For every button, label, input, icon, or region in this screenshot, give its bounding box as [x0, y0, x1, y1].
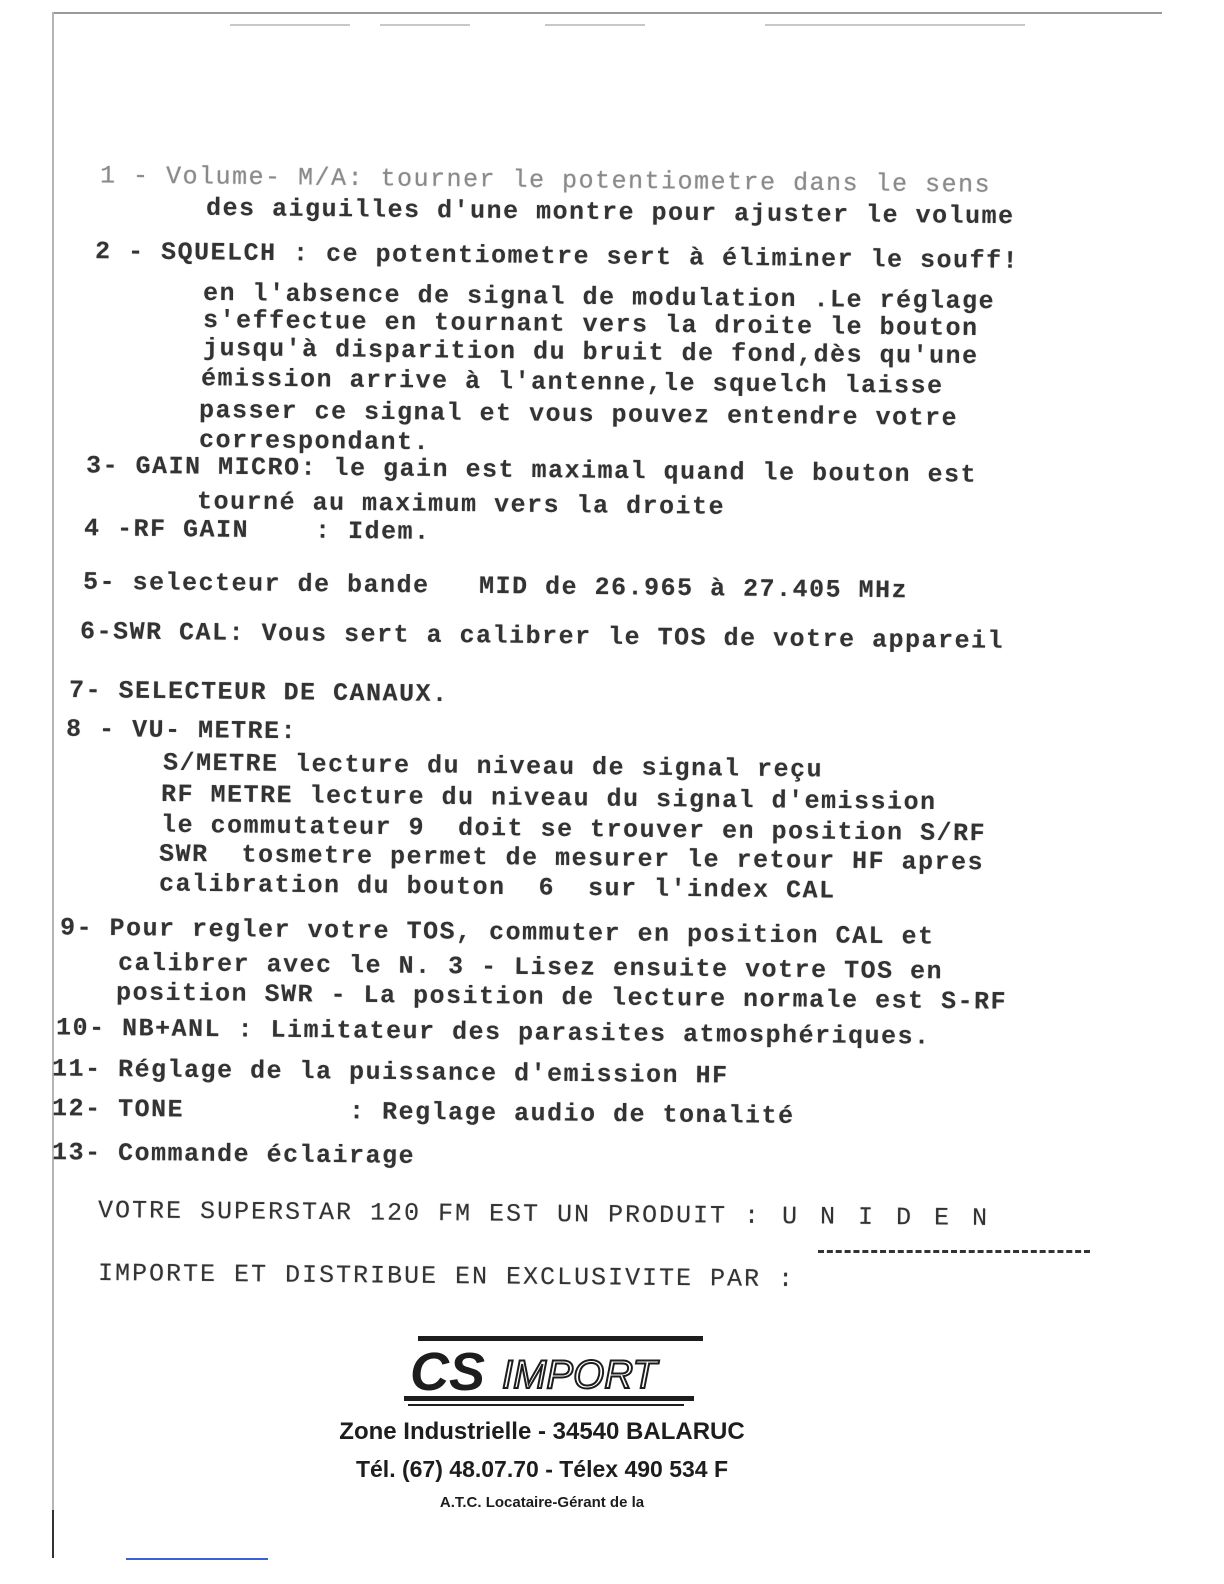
list-item: 8 - VU- METRE: [65, 714, 298, 747]
brand-name: : U N I D E N [743, 1201, 992, 1233]
list-item: calibrer avec le N. 3 - Lisez ensuite votre TOS en [117, 948, 944, 987]
list-item: 12- TONE : Reglage audio de tonalité [51, 1094, 795, 1131]
distributor-statement: IMPORTE ET DISTRIBUE EN EXCLUSIVITE PAR : [97, 1258, 796, 1295]
company-note: A.T.C. Locataire-Gérant de la [439, 1494, 645, 1511]
page-edge-top [52, 12, 1162, 14]
list-item: correspondant. [198, 425, 431, 458]
list-item: tourné au maximum vers la droite [196, 487, 726, 522]
list-item: 9- Pour regler votre TOS, commuter en position CAL et [59, 913, 935, 952]
product-statement [98, 1196, 991, 1233]
list-item: 6-SWR CAL: Vous sert a calibrer le TOS de votre appareil [79, 617, 1005, 656]
company-phone: Tél. (67) 48.07.70 - Télex 490 534 F [355, 1456, 729, 1482]
logo-cs: CS [410, 1342, 486, 1402]
list-item: s'effectue en tournant vers la droite le bouton [202, 305, 979, 344]
list-item: 4 -RF GAIN : Idem. [83, 514, 431, 547]
list-item: le commutateur 9 doit se trouver en position S/RF [160, 810, 987, 849]
logo-import: IMPORT [502, 1353, 657, 1397]
list-item: émission arrive à l'antenne,le squelch laisse [200, 364, 944, 401]
scan-smudge [545, 24, 645, 26]
list-item: jusqu'à disparition du bruit de fond,dès qu'une [202, 333, 979, 372]
list-item: S/METRE lecture du niveau de signal reçu [162, 748, 824, 785]
product-prefix: VOTRE SUPERSTAR 120 FM EST UN PRODUIT [97, 1196, 745, 1231]
margin-mark [52, 1510, 54, 1558]
list-item: 11- Réglage de la puissance d'emission HF [51, 1054, 729, 1091]
list-item: passer ce signal et vous pouvez entendre votre [198, 396, 959, 433]
list-item: 13- Commande éclairage [51, 1138, 416, 1171]
company-address: Zone Industrielle - 34540 BALARUC [339, 1418, 745, 1445]
list-item: des aiguilles d'une montre pour ajuster le volume [205, 193, 1015, 232]
list-item: 10- NB+ANL : Limitateur des parasites atmosphériques. [55, 1013, 931, 1052]
blue-underline [126, 1558, 268, 1560]
list-item: RF METRE lecture du niveau du signal d'emission [160, 779, 937, 818]
cs-import-logo [398, 1332, 710, 1410]
scan-smudge [380, 24, 470, 26]
list-item: 2 - SQUELCH : ce potentiometre sert à éliminer le souff! [94, 237, 1020, 276]
list-item: 5- selecteur de bande MID de 26.965 à 27.405 MHz [82, 567, 909, 606]
list-item: 3- GAIN MICRO: le gain est maximal quand le bouton est [85, 451, 978, 490]
list-item: SWR tosmetre permet de mesurer le retour HF apres [158, 839, 985, 878]
list-item: calibration du bouton 6 sur l'index CAL [158, 869, 836, 906]
scan-smudge [765, 24, 1025, 26]
list-item: position SWR - La position de lecture normale est S-RF [115, 978, 1008, 1017]
list-item: 7- SELECTEUR DE CANAUX. [68, 676, 449, 709]
list-item: en l'absence de signal de modulation .Le réglage [202, 278, 996, 317]
page-edge-left [52, 12, 54, 1512]
list-item: 1 - Volume- M/A: tourner le potentiometre dans le sens [99, 161, 992, 200]
scan-smudge [230, 24, 350, 26]
brand-underline [818, 1250, 1090, 1253]
